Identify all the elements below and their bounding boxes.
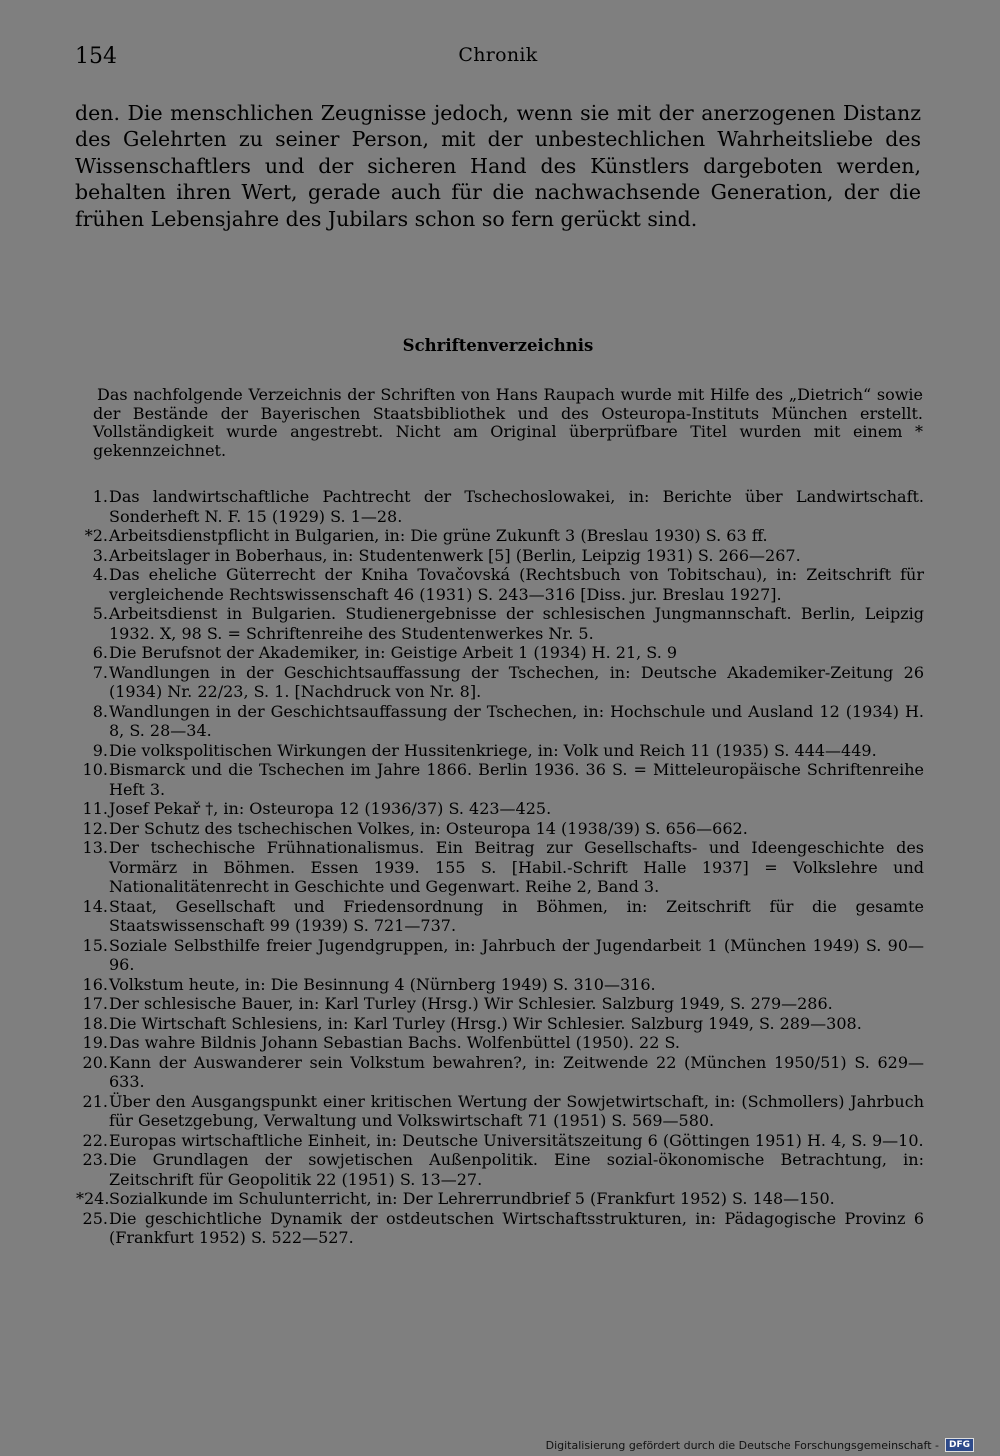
bibliography-entry: [76, 975, 924, 995]
running-head: Chronik: [458, 44, 538, 66]
entry-number: 8.: [92, 701, 108, 721]
bibliography-entry: [76, 799, 924, 819]
bibliography-entry: [76, 760, 924, 799]
entry-text: Der tschechische Frühnationalismus. Ein Beitrag zur Gesellschafts- und Ideengeschichte des Vormärz in Böhmen. Essen 1939. 155 S. [Habil.-Schrift Halle 1937] = Volkslehre und Nationalitätenrecht in Geschichte und Gegenwart. Reihe 2, Band 3.: [109, 838, 924, 896]
bibliography-entry: [76, 1033, 924, 1053]
bibliography-entry: [76, 741, 924, 761]
entry-number: 5.: [92, 604, 108, 623]
page-number: 154: [75, 44, 117, 69]
entry-text: Josef Pekař †, in: Osteuropa 12 (1936/37) S. 423—425.: [109, 799, 552, 818]
bibliography-entry: [76, 1209, 924, 1248]
bibliography-entry: [76, 643, 924, 663]
entry-number: 6.: [92, 643, 108, 662]
entry-number: 10.: [82, 760, 108, 779]
entry-number: 25.: [82, 1208, 108, 1228]
bibliography-entry: [76, 604, 924, 643]
bibliography-entry: [76, 487, 924, 526]
page-header: [75, 40, 921, 76]
entry-text: Staat, Gesellschaft und Friedensordnung in Böhmen, in: Zeitschrift für die gesamte Staatswissenschaft 99 (1939) S. 721—737.: [109, 896, 924, 935]
entry-number: *24.: [76, 1189, 110, 1208]
bibliography-entry: [76, 663, 924, 702]
bibliography-entry: [76, 565, 924, 604]
entry-text: Wandlungen in der Geschichtsauffassung der Tschechen, in: Hochschule und Ausland 12 (1934) H. 8, S. 28—34.: [109, 701, 924, 740]
entry-number: 7.: [92, 662, 108, 682]
entry-text: Kann der Auswanderer sein Volkstum bewahren?, in: Zeitwende 22 (München 1950/51) S. 629—633.: [109, 1052, 924, 1091]
entry-number: 21.: [82, 1091, 108, 1111]
bibliography-entry: [76, 1131, 924, 1151]
entry-text: Die geschichtliche Dynamik der ostdeutschen Wirtschaftsstrukturen, in: Pädagogische Provinz 6 (Frankfurt 1952) S. 522—527.: [109, 1208, 924, 1247]
entry-number: 20.: [82, 1052, 108, 1072]
bibliography-entry: [76, 546, 924, 566]
bibliography-entry: [76, 702, 924, 741]
entry-text: Die Berufsnot der Akademiker, in: Geistige Arbeit 1 (1934) H. 21, S. 9: [109, 643, 678, 662]
entry-text: Arbeitslager in Boberhaus, in: Studentenwerk [5] (Berlin, Leipzig 1931) S. 266—267.: [109, 545, 801, 565]
entry-number: 15.: [82, 935, 108, 955]
entry-text: Volkstum heute, in: Die Besinnung 4 (Nürnberg 1949) S. 310—316.: [109, 974, 656, 994]
entry-text: Das eheliche Güterrecht der Kniha Tovačovská (Rechtsbuch von Tobitschau), in: Zeitschrift für vergleichende Rechtswissenschaft 46 (1931) S. 243—316 [Diss. jur. Breslau 1927].: [109, 565, 924, 604]
entry-number: 13.: [82, 838, 108, 857]
bibliography-entry: [76, 897, 924, 936]
entry-number: 14.: [82, 896, 108, 916]
entry-number: 11.: [82, 799, 108, 818]
entry-text: Der schlesische Bauer, in: Karl Turley (Hrsg.) Wir Schlesier. Salzburg 1949, S. 279—286.: [109, 994, 833, 1013]
entry-text: Arbeitsdienstpflicht in Bulgarien, in: Die grüne Zukunft 3 (Breslau 1930) S. 63 ff.: [109, 526, 768, 545]
entry-number: 16.: [82, 974, 108, 994]
entry-number: 12.: [82, 818, 108, 838]
bibliography-entry: [76, 1092, 924, 1131]
entry-text: Das landwirtschaftliche Pachtrecht der Tschechoslowakei, in: Berichte über Landwirtschaft. Sonderheft N. F. 15 (1929) S. 1—28.: [109, 487, 924, 526]
entry-number: 17.: [82, 994, 108, 1013]
entry-text: Bismarck und die Tschechen im Jahre 1866. Berlin 1936. 36 S. = Mitteleuropäische Schriftenreihe Heft 3.: [109, 760, 924, 799]
bibliography-entry: [76, 936, 924, 975]
entry-text: Sozialkunde im Schulunterricht, in: Der Lehrerrundbrief 5 (Frankfurt 1952) S. 148—150.: [109, 1189, 835, 1208]
entry-number: 22.: [82, 1130, 108, 1150]
section-title: Schriftenverzeichnis: [402, 336, 594, 355]
bibliography-entry: [76, 1014, 924, 1034]
entry-text: Europas wirtschaftliche Einheit, in: Deutsche Universitätszeitung 6 (Göttingen 1951) H. 4, S. 9—10.: [109, 1130, 924, 1150]
dfg-logo: DFG: [945, 1438, 974, 1452]
bibliography-entry: [76, 1150, 924, 1189]
entry-number: 9.: [92, 740, 108, 760]
entry-text: Die Grundlagen der sowjetischen Außenpolitik. Eine sozial-ökonomische Betrachtung, in: Zeitschrift für Geopolitik 22 (1951) S. 13—27.: [109, 1150, 924, 1189]
bibliography-list: [76, 487, 924, 1248]
entry-text: Soziale Selbsthilfe freier Jugendgruppen, in: Jahrbuch der Jugendarbeit 1 (München 1949) S. 90—96.: [109, 935, 924, 974]
entry-number: 3.: [92, 545, 108, 565]
bibliography-preface: Das nachfolgende Verzeichnis der Schriften von Hans Raupach wurde mit Hilfe des „Dietrich“ sowie der Bestände der Bayerischen Staatsbibliothek und des Osteuropa-Instituts München erstellt. Vollständigkeit wurde angestrebt. Nicht am Original überprüfbare Titel wurden mit einem * gekennzeichnet.: [93, 385, 923, 461]
entry-number: 1.: [92, 487, 108, 506]
bibliography-entry: [76, 1189, 924, 1209]
entry-text: Wandlungen in der Geschichtsauffassung der Tschechen, in: Deutsche Akademiker-Zeitung 26 (1934) Nr. 22/23, S. 1. [Nachdruck von Nr. 8].: [109, 662, 924, 701]
entry-text: Die Wirtschaft Schlesiens, in: Karl Turley (Hrsg.) Wir Schlesier. Salzburg 1949, S. 289—308.: [109, 1013, 862, 1033]
bibliography-entry: [76, 994, 924, 1014]
footer: [546, 1438, 974, 1452]
bibliography-entry: [76, 819, 924, 839]
bibliography-entry: [76, 526, 924, 546]
entry-number: 4.: [92, 565, 108, 584]
entry-number: 23.: [82, 1150, 108, 1169]
bibliography-entry: [76, 1053, 924, 1092]
entry-text: Über den Ausgangspunkt einer kritischen Wertung der Sowjetwirtschaft, in: (Schmollers) Jahrbuch für Gesetzgebung, Verwaltung und Volkswirtschaft 71 (1951) S. 569—580.: [109, 1091, 924, 1130]
entry-text: Das wahre Bildnis Johann Sebastian Bachs. Wolfenbüttel (1950). 22 S.: [109, 1033, 680, 1052]
intro-paragraph: den. Die menschlichen Zeugnisse jedoch, wenn sie mit der anerzogenen Distanz des Gelehrten zu seiner Person, mit der unbestechlichen Wahrheitsliebe des Wissenschaftlers und der sicheren Hand des Künstlers dargeboten werden, behalten ihren Wert, gerade auch für die nachwachsende Generation, der die frühen Lebensjahre des Jubilars schon so fern gerückt sind.: [75, 101, 921, 231]
entry-number: 18.: [82, 1013, 108, 1033]
entry-text: Der Schutz des tschechischen Volkes, in: Osteuropa 14 (1938/39) S. 656—662.: [109, 818, 748, 838]
bibliography-entry: [76, 838, 924, 897]
entry-number: 19.: [82, 1033, 108, 1052]
footer-credit: Digitalisierung gefördert durch die Deutsche Forschungsgemeinschaft -: [545, 1438, 939, 1452]
entry-number: *2.: [84, 526, 108, 545]
entry-text: Arbeitsdienst in Bulgarien. Studienergebnisse der schlesischen Jungmannschaft. Berlin, Leipzig 1932. X, 98 S. = Schriftenreihe des Studentenwerkes Nr. 5.: [109, 604, 924, 643]
entry-text: Die volkspolitischen Wirkungen der Hussitenkriege, in: Volk und Reich 11 (1935) S. 444—449.: [109, 740, 877, 760]
